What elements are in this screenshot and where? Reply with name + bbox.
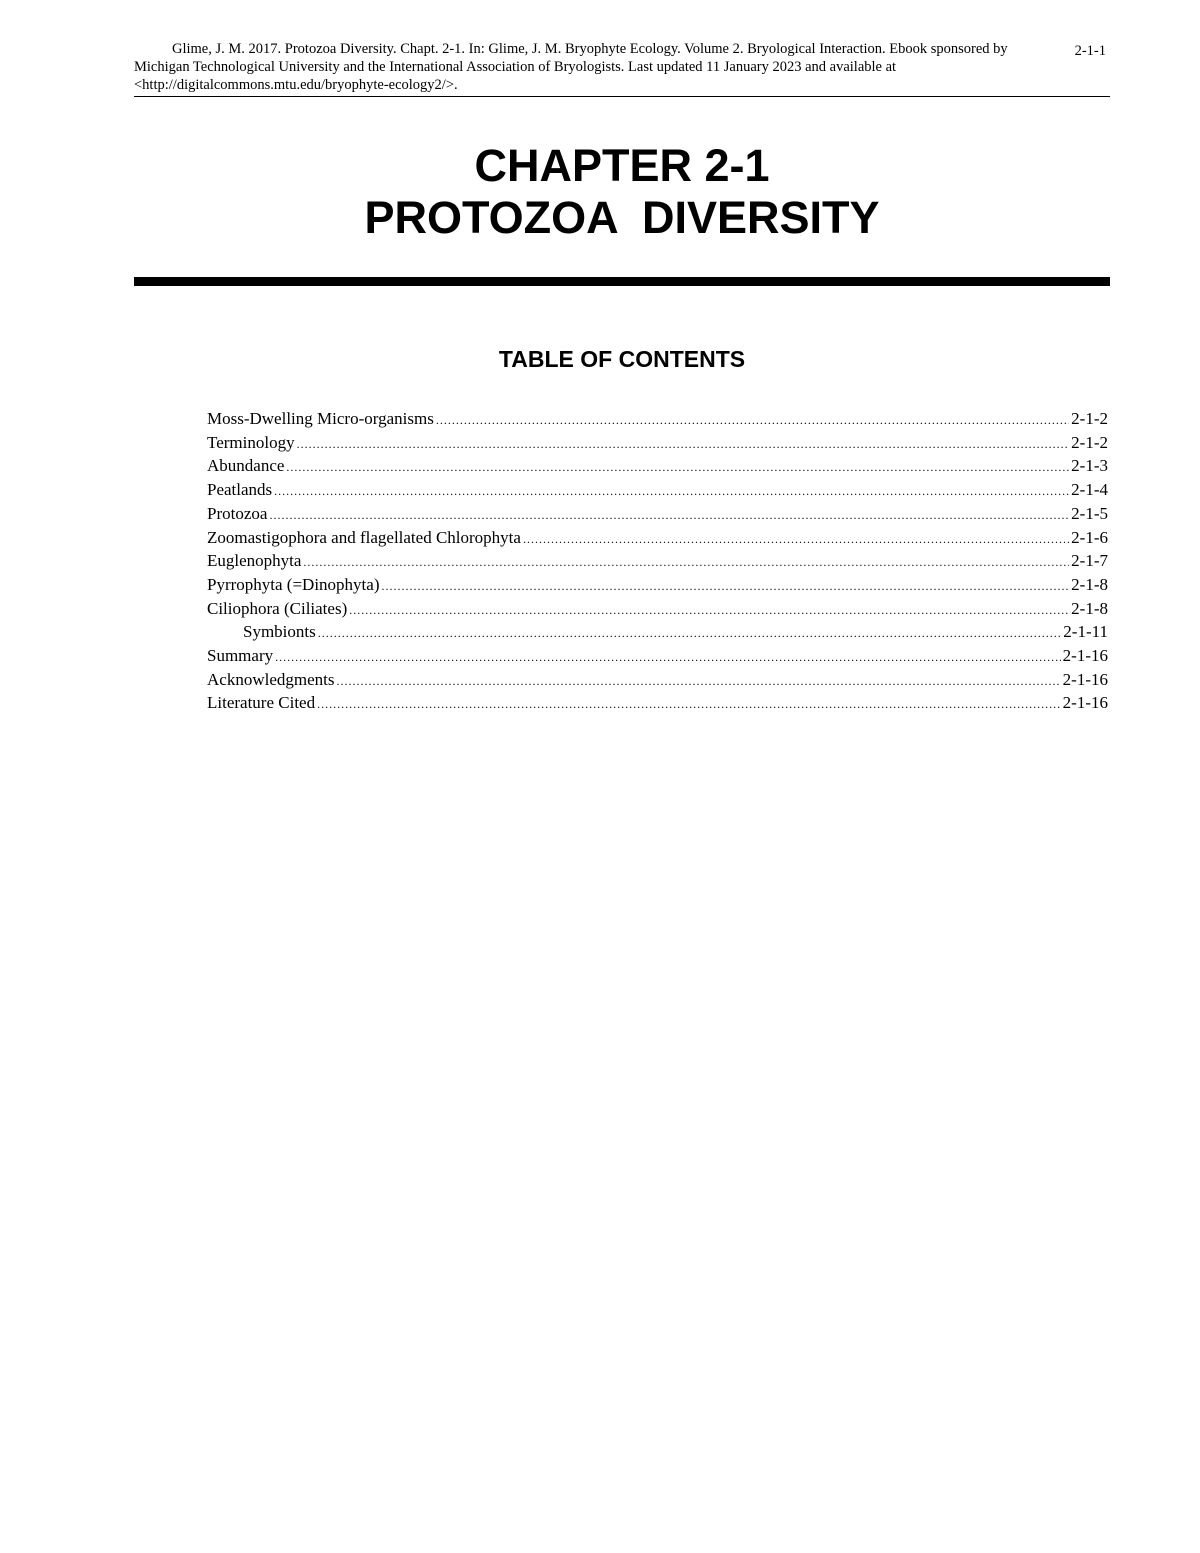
- toc-heading: TABLE OF CONTENTS: [498, 346, 746, 372]
- chapter-number: CHAPTER 2-1: [474, 140, 770, 191]
- toc-entry-label: Pyrrophyta (=Dinophyta): [207, 574, 380, 594]
- toc-dot-leader: [269, 505, 1069, 527]
- toc-entry-summary[interactable]: [207, 645, 1108, 669]
- toc-entry-acknowledgments[interactable]: [207, 669, 1108, 693]
- toc-entry-page: 2-1-7: [1071, 551, 1108, 571]
- toc-entry-label: Terminology: [207, 432, 295, 452]
- toc-entry-page: 2-1-8: [1071, 598, 1108, 618]
- toc-entry-moss-dwelling-micro-organisms[interactable]: [207, 408, 1108, 432]
- page-header: [134, 40, 1110, 94]
- chapter-name: PROTOZOA DIVERSITY: [364, 192, 880, 243]
- toc-dot-leader: [336, 671, 1060, 693]
- toc-entry-terminology[interactable]: [207, 432, 1108, 456]
- toc-entry-peatlands[interactable]: [207, 479, 1108, 503]
- toc-entry-label: Peatlands: [207, 480, 273, 500]
- toc-entry-label: Ciliophora (Ciliates): [207, 598, 348, 618]
- toc-entry-ciliophora[interactable]: [207, 598, 1108, 622]
- toc-entry-label: Literature Cited: [207, 693, 316, 713]
- citation-text: Glime, J. M. 2017. Protozoa Diversity. Chapt. 2-1. In: Glime, J. M. Bryophyte Ecology. Volume 2. Bryological Interaction. Ebook sponsored by Michigan Technological University and the International Association of Bryologists. Last updated 11 January 2023 and available at <http://digitalcommons.mtu.edu/bryophyte-ecology2/>.: [134, 41, 1008, 93]
- toc-entry-abundance[interactable]: [207, 455, 1108, 479]
- header-divider: [134, 96, 1110, 97]
- toc-entry-protozoa[interactable]: [207, 503, 1108, 527]
- toc-entry-label: Acknowledgments: [207, 669, 335, 689]
- toc-entry-page: 2-1-3: [1071, 456, 1108, 476]
- toc-entry-label: Protozoa: [207, 503, 268, 523]
- table-of-contents: [207, 408, 1108, 716]
- toc-entry-label: Abundance: [207, 456, 285, 476]
- toc-dot-leader: [523, 529, 1069, 551]
- toc-entry-page: 2-1-5: [1071, 503, 1108, 523]
- toc-dot-leader: [318, 623, 1062, 645]
- toc-dot-leader: [436, 410, 1069, 432]
- toc-dot-leader: [297, 434, 1070, 456]
- toc-dot-leader: [381, 576, 1069, 598]
- toc-dot-leader: [303, 552, 1069, 574]
- toc-entry-label: Symbionts: [243, 622, 316, 642]
- toc-dot-leader: [317, 694, 1061, 716]
- toc-entry-pyrrophyta[interactable]: [207, 574, 1108, 598]
- toc-dot-leader: [349, 600, 1069, 622]
- toc-entry-page: 2-1-2: [1071, 432, 1108, 452]
- toc-entry-page: 2-1-16: [1062, 646, 1108, 666]
- toc-entry-page: 2-1-8: [1071, 574, 1108, 594]
- toc-entry-page: 2-1-16: [1062, 669, 1108, 689]
- toc-entry-label: Euglenophyta: [207, 551, 302, 571]
- toc-entry-euglenophyta[interactable]: [207, 550, 1108, 574]
- toc-entry-page: 2-1-16: [1062, 693, 1108, 713]
- toc-entry-page: 2-1-11: [1063, 622, 1108, 642]
- toc-entry-page: 2-1-4: [1071, 480, 1108, 500]
- toc-entry-literature-cited[interactable]: [207, 692, 1108, 716]
- header-page-number: 2-1-1: [1074, 43, 1106, 59]
- toc-dot-leader: [275, 647, 1061, 669]
- toc-dot-leader: [274, 481, 1069, 503]
- toc-entry-label: Moss-Dwelling Micro-organisms: [207, 409, 434, 428]
- toc-entry-label: Zoomastigophora and flagellated Chlorophyta: [207, 527, 521, 547]
- toc-entry-label: Summary: [207, 646, 274, 666]
- toc-entry-symbionts[interactable]: [207, 621, 1108, 645]
- toc-dot-leader: [286, 457, 1069, 479]
- title-divider: [134, 277, 1110, 286]
- chapter-title: [134, 140, 1110, 244]
- toc-entry-page: 2-1-6: [1071, 527, 1108, 547]
- toc-entry-zoomastigophora[interactable]: [207, 527, 1108, 551]
- toc-entry-page: 2-1-2: [1071, 409, 1108, 428]
